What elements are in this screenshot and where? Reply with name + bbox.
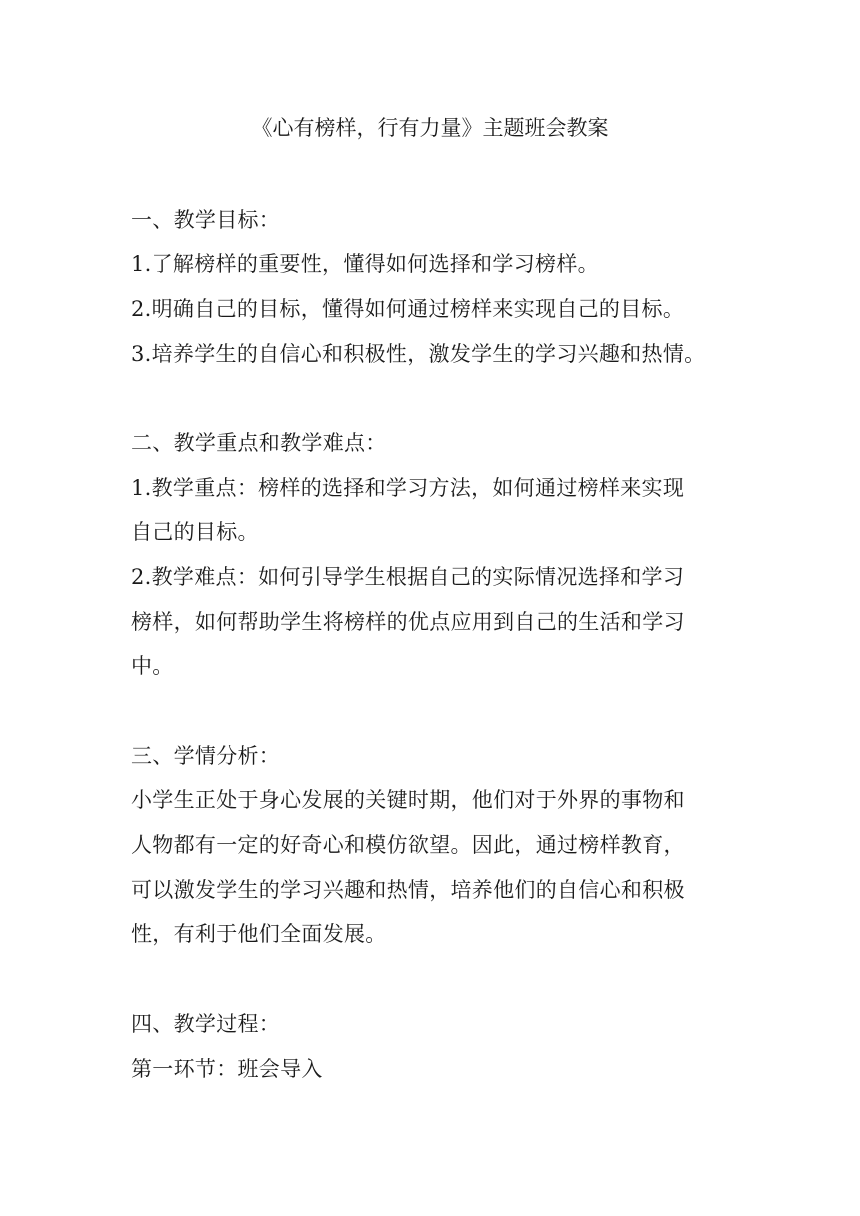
key-point-line: 1.教学重点：榜样的选择和学习方法，如何通过榜样来实现	[131, 476, 685, 500]
key-point-line: 中。	[131, 654, 174, 678]
key-point-line: 自己的目标。	[131, 520, 259, 544]
section-heading-process: 四、教学过程：	[131, 1012, 281, 1036]
process-line: 第一环节：班会导入	[131, 1057, 323, 1081]
objective-line: 3.培养学生的自信心和积极性，激发学生的学习兴趣和热情。	[131, 342, 706, 366]
analysis-line: 小学生正处于身心发展的关键时期，他们对于外界的事物和	[131, 788, 685, 812]
objective-line: 1.了解榜样的重要性，懂得如何选择和学习榜样。	[131, 252, 599, 276]
key-point-line: 2.教学难点：如何引导学生根据自己的实际情况选择和学习	[131, 565, 685, 589]
section-heading-objectives: 一、教学目标：	[131, 208, 281, 232]
analysis-line: 人物都有一定的好奇心和模仿欲望。因此，通过榜样教育，	[131, 833, 685, 857]
section-heading-key-points: 二、教学重点和教学难点：	[131, 431, 387, 455]
objective-line: 2.明确自己的目标，懂得如何通过榜样来实现自己的目标。	[131, 297, 685, 321]
analysis-line: 性，有利于他们全面发展。	[131, 922, 387, 946]
key-point-line: 榜样，如何帮助学生将榜样的优点应用到自己的生活和学习	[131, 610, 685, 634]
section-heading-analysis: 三、学情分析：	[131, 744, 281, 768]
analysis-line: 可以激发学生的学习兴趣和热情，培养他们的自信心和积极	[131, 878, 685, 902]
document-title: 《心有榜样，行有力量》主题班会教案	[251, 116, 609, 140]
